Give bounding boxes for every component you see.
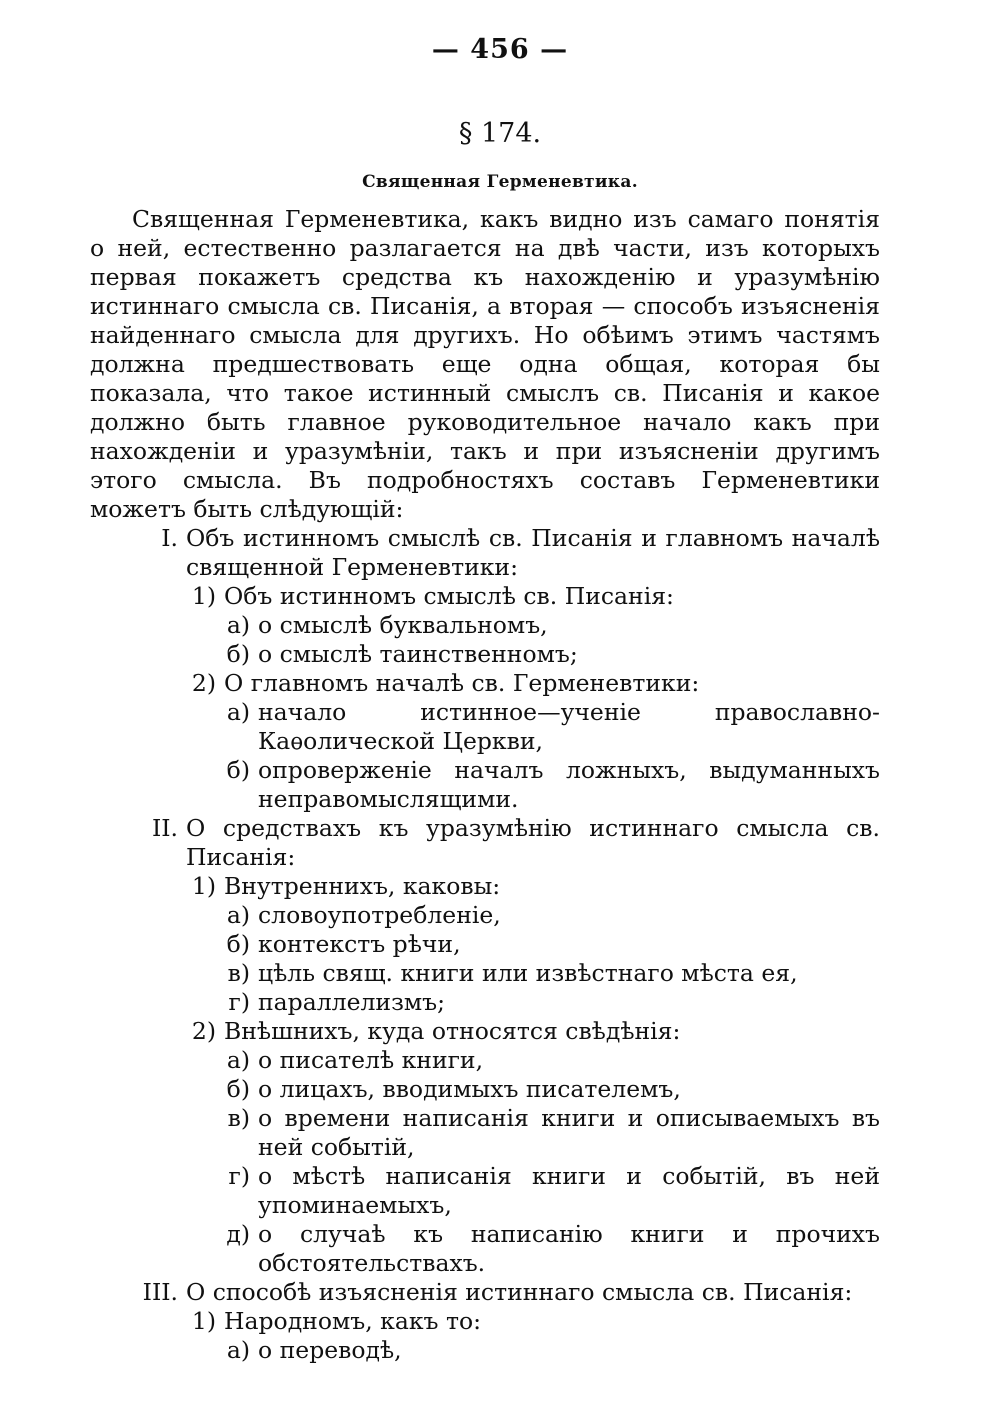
outline-item [90,814,880,872]
outline-item-text: параллелизмъ; [258,988,446,1016]
outline-item [90,930,880,959]
outline-item-marker: 1) [191,1307,216,1335]
outline-item-text: О главномъ началѣ св. Герменевтики: [224,669,700,697]
outline-item [90,1278,880,1307]
outline-item-marker: б) [226,930,250,958]
outline-item-marker: а) [226,1046,250,1074]
outline-item-marker: а) [226,901,250,929]
outline-item-text: опроверженіе началъ ложныхъ, выдуманныхъ неправомыслящими. [258,756,880,813]
intro-paragraph: Священная Герменевтика, какъ видно изъ самаго понятія о ней, естественно разлагается на двѣ части, изъ которыхъ первая покажетъ средства къ нахожденію и уразумѣнію истиннаго смысла св. Писанія, а вторая — способъ изъясненія найденнаго смысла для другихъ. Но обѣимъ этимъ частямъ должна предшествовать еще одна общая, которая бы показала, что такое истинный смыслъ св. Писанія и какое должно быть главное руководительное начало какъ при нахожденіи и уразумѣніи, такъ и при изъясненіи другимъ этого смысла. Въ подробностяхъ составъ Герменевтики можетъ быть слѣдующій: [90,205,880,523]
outline-item [90,698,880,756]
outline-item-text: о переводѣ, [258,1336,402,1364]
outline-item-marker: б) [226,1075,250,1103]
outline-item [90,524,880,582]
outline-item [90,1307,880,1336]
outline-item [90,872,880,901]
outline-item-marker: III. [142,1278,178,1306]
outline-list [90,524,880,1365]
page-number: — 456 — [431,34,569,65]
outline-item-marker: д) [226,1220,250,1248]
outline-item-marker: в) [227,1104,250,1132]
outline-item-text: О средствахъ къ уразумѣнію истиннаго смысла св. Писанія: [186,814,880,871]
outline-item [90,1046,880,1075]
outline-item [90,611,880,640]
outline-item-text: словоупотребленіе, [258,901,501,929]
outline-item-text: о лицахъ, вводимыхъ писателемъ, [258,1075,681,1103]
outline-item-marker: б) [226,756,250,784]
outline-item-text: О способѣ изъясненія истиннаго смысла св. Писанія: [186,1278,853,1306]
outline-item-text: Народномъ, какъ то: [224,1307,482,1335]
outline-item [90,640,880,669]
outline-item-marker: а) [226,611,250,639]
outline-item-marker: б) [226,640,250,668]
outline-item-text: о смыслѣ таинственномъ; [258,640,578,668]
outline-item [90,959,880,988]
outline-item-text: начало истинное—ученіе православно-Каѳолической Церкви, [258,698,880,755]
outline-item-text: о мѣстѣ написанія книги и событій, въ ней упоминаемыхъ, [258,1162,880,1219]
outline-item-text: Объ истинномъ смыслѣ св. Писанія: [224,582,674,610]
outline-item [90,1220,880,1278]
outline-item-marker: II. [151,814,178,842]
outline-item-marker: 1) [191,872,216,900]
section-title: Священная Герменевтика. [362,172,638,192]
outline-item-text: цѣль свящ. книги или извѣстнаго мѣста ея, [258,959,798,987]
outline-item [90,756,880,814]
outline-item [90,988,880,1017]
body-text [90,205,880,1365]
outline-item-marker: а) [226,698,250,726]
outline-item-marker: 2) [191,669,216,697]
outline-item-text: о времени написанія книги и описываемыхъ въ ней событій, [258,1104,880,1161]
outline-item [90,1336,880,1365]
section-number: § 174. [458,118,542,149]
outline-item-text: о писателѣ книги, [258,1046,484,1074]
outline-item-marker: в) [227,959,250,987]
outline-item-text: контекстъ рѣчи, [258,930,461,958]
outline-item-marker: а) [226,1336,250,1364]
outline-item-text: Объ истинномъ смыслѣ св. Писанія и главномъ началѣ священной Герменевтики: [186,524,880,581]
outline-item [90,1017,880,1046]
outline-item-marker: 2) [191,1017,216,1045]
outline-item-marker: 1) [191,582,216,610]
outline-item [90,669,880,698]
outline-item [90,901,880,930]
outline-item [90,1104,880,1162]
outline-item [90,582,880,611]
outline-item-marker: г) [228,1162,250,1190]
outline-item-text: о смыслѣ буквальномъ, [258,611,548,639]
outline-item-text: Внутреннихъ, каковы: [224,872,501,900]
outline-item-text: о случаѣ къ написанію книги и прочихъ обстоятельствахъ. [258,1220,880,1277]
outline-item [90,1075,880,1104]
outline-item-marker: I. [161,524,178,552]
outline-item [90,1162,880,1220]
outline-item-marker: г) [228,988,250,1016]
outline-item-text: Внѣшнихъ, куда относятся свѣдѣнія: [224,1017,681,1045]
